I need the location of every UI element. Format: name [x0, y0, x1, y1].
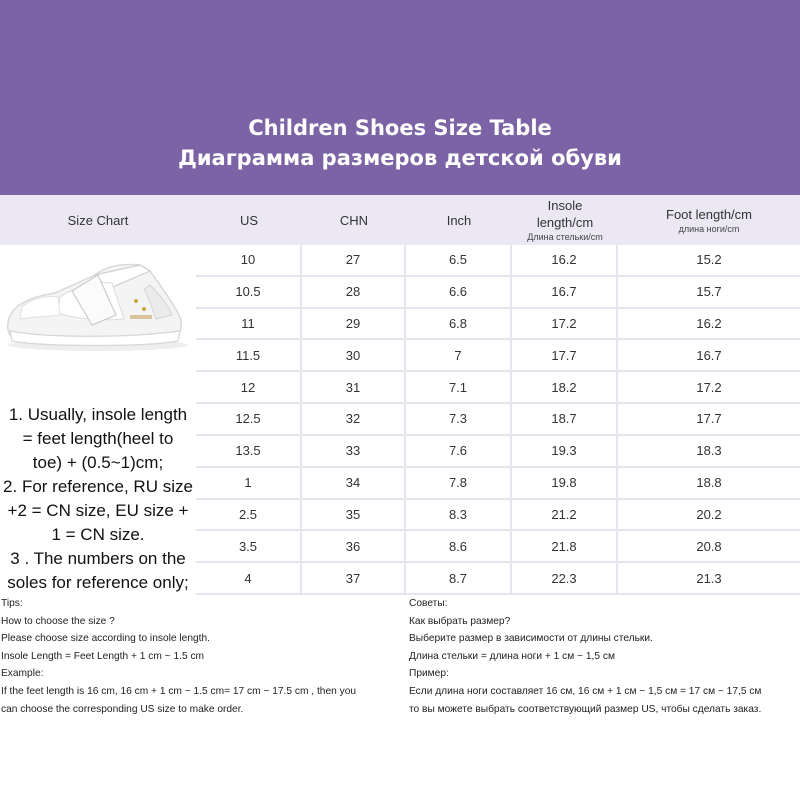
table-row	[196, 500, 800, 532]
col-chn	[302, 195, 406, 245]
left-column	[0, 245, 196, 595]
cell-chn: 27	[302, 245, 404, 277]
cell-inch: 6.6	[406, 277, 510, 309]
tips-ru-line: Если длина ноги составляет 16 см, 16 см + 1 см ~ 1,5 см = 17 см ~ 17,5 см	[409, 685, 762, 697]
note-line: 2. For reference, RU size	[3, 477, 193, 496]
cell-inch: 8.6	[406, 531, 510, 563]
tips-en-line: Tips:	[1, 598, 23, 609]
cell-insole: 19.8	[512, 468, 616, 500]
tips-ru-line: Как выбрать размер?	[409, 615, 511, 627]
cell-insole: 22.3	[512, 563, 616, 595]
cell-insole: 16.2	[512, 245, 616, 277]
tips-ru-line: Пример:	[409, 668, 449, 680]
cell-chn: 32	[302, 404, 404, 436]
cell-inch: 7.6	[406, 436, 510, 468]
cell-foot: 21.3	[618, 563, 800, 595]
note-line: 3 . The numbers on the	[10, 549, 186, 568]
tips-ru-line: Советы:	[409, 598, 448, 609]
cell-insole: 18.7	[512, 404, 616, 436]
cell-chn: 33	[302, 436, 404, 468]
col-inch	[406, 195, 512, 245]
tips-english	[0, 595, 405, 800]
cell-us: 12.5	[196, 404, 300, 436]
col-foot-label: Foot length/cm	[666, 206, 752, 222]
cell-chn: 28	[302, 277, 404, 309]
size-notes	[0, 403, 196, 595]
cell-us: 3.5	[196, 531, 300, 563]
col-insole-label-1: Insole	[547, 198, 583, 213]
cell-foot: 20.2	[618, 500, 800, 532]
table-row	[196, 531, 800, 563]
table-row	[196, 340, 800, 372]
cell-insole: 21.8	[512, 531, 616, 563]
table-row	[196, 277, 800, 309]
cell-chn: 36	[302, 531, 404, 563]
cell-chn: 34	[302, 468, 404, 500]
note-line: = feet length(heel to	[22, 429, 174, 448]
cell-inch: 8.3	[406, 500, 510, 532]
cell-chn: 30	[302, 340, 404, 372]
tips-ru-line: Выберите размер в зависимости от длины стельки.	[409, 633, 653, 645]
cell-chn: 35	[302, 500, 404, 532]
cell-chn: 37	[302, 563, 404, 595]
cell-foot: 20.8	[618, 531, 800, 563]
note-line: 1. Usually, insole length	[8, 405, 188, 424]
cell-insole: 16.7	[512, 277, 616, 309]
header-banner	[0, 0, 800, 195]
note-line: soles for reference only;	[7, 573, 189, 592]
note-line: toe) + (0.5~1)cm;	[32, 453, 164, 472]
size-table	[196, 245, 800, 595]
tips-ru-line: то вы можете выбрать соответствующий размер US, чтобы сделать заказ.	[409, 703, 762, 715]
col-us	[196, 195, 302, 245]
cell-foot: 18.8	[618, 468, 800, 500]
cell-us: 13.5	[196, 436, 300, 468]
table-row	[196, 436, 800, 468]
cell-inch: 7.3	[406, 404, 510, 436]
cell-us: 4	[196, 563, 300, 595]
col-foot	[618, 195, 800, 245]
cell-us: 10.5	[196, 277, 300, 309]
cell-inch: 6.5	[406, 245, 510, 277]
table-row	[196, 404, 800, 436]
tips-ru-line: Длина стельки = длина ноги + 1 см ~ 1,5 см	[409, 650, 615, 662]
table-row	[196, 245, 800, 277]
column-header-row	[0, 195, 800, 245]
cell-foot: 18.3	[618, 436, 800, 468]
cell-foot: 16.2	[618, 309, 800, 341]
cell-inch: 6.8	[406, 309, 510, 341]
cell-foot: 16.7	[618, 340, 800, 372]
col-insole-label-ru: Длина стельки/cm	[527, 232, 603, 242]
col-chn-label: CHN	[339, 212, 369, 228]
table-row	[196, 372, 800, 404]
col-us-label: US	[239, 212, 259, 228]
cell-chn: 29	[302, 309, 404, 341]
cell-insole: 19.3	[512, 436, 616, 468]
col-insole	[512, 195, 618, 245]
table-row	[196, 309, 800, 341]
cell-inch: 7	[406, 340, 510, 372]
col-insole-label-2: length/cm	[536, 215, 594, 230]
cell-us: 10	[196, 245, 300, 277]
table-row	[196, 563, 800, 595]
cell-us: 1	[196, 468, 300, 500]
cell-inch: 7.8	[406, 468, 510, 500]
cell-inch: 8.7	[406, 563, 510, 595]
title-english: Children Shoes Size Table	[248, 116, 552, 140]
cell-us: 2.5	[196, 500, 300, 532]
title-russian: Диаграмма размеров детской обуви	[178, 146, 622, 170]
tips-en-line: Example:	[1, 668, 44, 680]
cell-insole: 17.7	[512, 340, 616, 372]
tips-en-line: can choose the corresponding US size to make order.	[1, 703, 244, 715]
cell-us: 11	[196, 309, 300, 341]
note-line: 1 = CN size.	[51, 525, 145, 544]
cell-insole: 21.2	[512, 500, 616, 532]
col-foot-label-ru: длина ноги/cm	[678, 223, 740, 234]
cell-inch: 7.1	[406, 372, 510, 404]
cell-foot: 17.7	[618, 404, 800, 436]
cell-chn: 31	[302, 372, 404, 404]
note-line: +2 = CN size, EU size +	[7, 501, 189, 520]
tips-en-line: Please choose size according to insole length.	[1, 633, 210, 645]
tips-en-line: If the feet length is 16 cm, 16 cm + 1 cm ~ 1.5 cm= 17 cm ~ 17.5 cm , then you	[1, 685, 357, 697]
cell-foot: 15.7	[618, 277, 800, 309]
cell-insole: 18.2	[512, 372, 616, 404]
cell-insole: 17.2	[512, 309, 616, 341]
col-size-chart-label: Size Chart	[67, 212, 129, 228]
table-row	[196, 468, 800, 500]
cell-us: 12	[196, 372, 300, 404]
tips-russian	[405, 595, 800, 800]
white-kids-sneaker-icon	[0, 245, 196, 357]
col-inch-label: Inch	[446, 212, 472, 228]
cell-us: 11.5	[196, 340, 300, 372]
cell-foot: 17.2	[618, 372, 800, 404]
tips-en-line: Insole Length = Feet Length + 1 cm ~ 1.5 cm	[1, 650, 205, 662]
cell-foot: 15.2	[618, 245, 800, 277]
tips-en-line: How to choose the size ?	[1, 615, 115, 627]
col-size-chart	[0, 195, 196, 245]
